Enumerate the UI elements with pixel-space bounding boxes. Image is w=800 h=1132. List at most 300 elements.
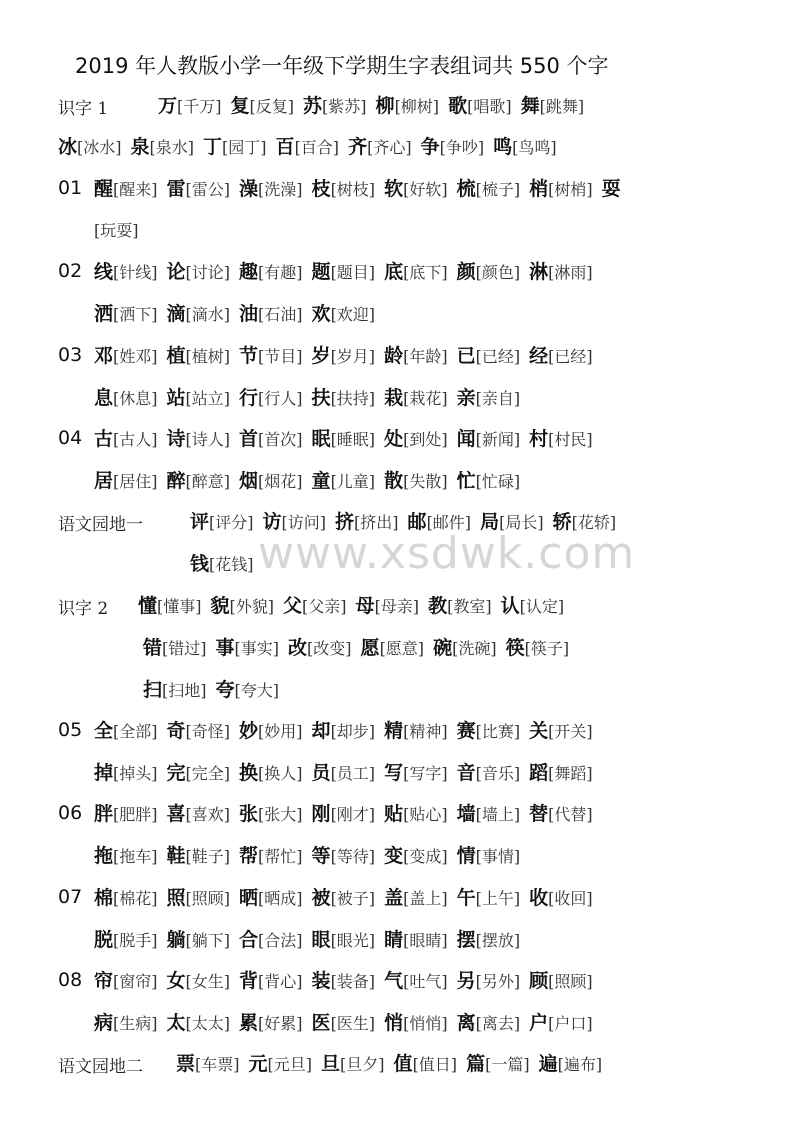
word-line xyxy=(94,926,529,954)
word-line xyxy=(58,133,566,161)
compound-word: [邮件] xyxy=(426,512,472,532)
word-entry xyxy=(239,300,303,329)
compound-word: [女生] xyxy=(185,971,231,991)
word-entry xyxy=(529,342,593,371)
compound-word: [贴心] xyxy=(403,804,448,824)
compound-word: [反复] xyxy=(249,96,295,116)
word-entry xyxy=(457,342,521,371)
word-entry xyxy=(239,425,303,454)
word-entry xyxy=(466,1050,530,1079)
word-entry xyxy=(94,467,158,496)
character: 墙 xyxy=(456,802,476,825)
compound-word: [争吵] xyxy=(439,137,485,157)
character: 油 xyxy=(239,302,259,325)
section-label: 05 xyxy=(58,719,83,741)
compound-word: [题目] xyxy=(330,262,376,282)
character: 邓 xyxy=(94,344,114,367)
compound-word: [太太] xyxy=(185,1013,231,1033)
character: 顾 xyxy=(529,969,549,992)
compound-word: [栽花] xyxy=(403,388,448,408)
word-entry xyxy=(428,592,492,621)
word-entry xyxy=(312,258,376,287)
character: 遍 xyxy=(538,1052,558,1075)
compound-word: [扫地] xyxy=(162,680,207,700)
word-entry xyxy=(276,133,340,162)
compound-word: [亲自] xyxy=(475,388,521,408)
character: 已 xyxy=(456,344,476,367)
word-entry xyxy=(138,592,202,621)
character: 醉 xyxy=(166,469,186,492)
compound-word: [改变] xyxy=(307,638,352,658)
character: 扶 xyxy=(311,386,331,409)
compound-word: [醉意] xyxy=(185,471,231,491)
word-entry xyxy=(167,967,231,996)
character: 争 xyxy=(420,135,440,158)
compound-word: [照顾] xyxy=(185,888,231,908)
word-entry xyxy=(94,217,139,245)
word-entry xyxy=(94,175,158,204)
section-label: 04 xyxy=(58,427,83,449)
character: 首 xyxy=(239,427,259,450)
compound-word: [母亲] xyxy=(374,596,420,616)
word-entry xyxy=(312,884,376,913)
compound-word: [墙上] xyxy=(475,804,521,824)
character: 奇 xyxy=(166,719,186,742)
character: 事 xyxy=(215,636,235,659)
compound-word: [掉头] xyxy=(113,763,158,783)
character: 值 xyxy=(393,1052,413,1075)
character: 居 xyxy=(94,469,114,492)
word-entry xyxy=(312,175,376,204)
word-entry xyxy=(263,508,327,537)
word-entry xyxy=(480,508,544,537)
word-entry xyxy=(239,842,303,871)
section-label: 识字 2 xyxy=(58,599,109,619)
character: 完 xyxy=(166,761,186,784)
word-line xyxy=(94,217,148,245)
word-entry xyxy=(94,759,158,788)
character: 掉 xyxy=(94,761,114,784)
compound-word: [等待] xyxy=(330,846,376,866)
word-entry xyxy=(376,92,440,121)
character: 雷 xyxy=(166,177,186,200)
character: 女 xyxy=(166,969,186,992)
word-entry xyxy=(312,717,376,746)
word-entry xyxy=(94,842,158,871)
word-entry xyxy=(493,133,557,162)
word-entry xyxy=(94,967,158,996)
word-entry xyxy=(384,842,448,871)
word-entry xyxy=(312,842,376,871)
compound-word: [欢迎] xyxy=(330,304,376,324)
word-entry xyxy=(167,467,231,496)
compound-word: [全部] xyxy=(113,721,158,741)
character: 洒 xyxy=(94,302,114,325)
character: 碗 xyxy=(433,636,453,659)
character: 懂 xyxy=(138,594,158,617)
word-entry xyxy=(457,425,521,454)
word-entry xyxy=(216,676,280,705)
character: 错 xyxy=(143,636,163,659)
word-line xyxy=(94,425,602,453)
word-entry xyxy=(167,717,231,746)
character: 线 xyxy=(94,260,114,283)
word-entry xyxy=(94,884,158,913)
word-entry xyxy=(312,1009,376,1038)
character: 钱 xyxy=(190,552,210,575)
word-entry xyxy=(239,384,303,413)
section-label: 02 xyxy=(58,260,83,282)
character: 赛 xyxy=(456,719,476,742)
compound-word: [忙碌] xyxy=(475,471,521,491)
word-entry xyxy=(384,967,448,996)
character: 题 xyxy=(311,260,331,283)
character: 趣 xyxy=(239,260,259,283)
character: 局 xyxy=(480,510,500,533)
word-entry xyxy=(167,342,231,371)
compound-word: [已经] xyxy=(548,346,593,366)
character: 万 xyxy=(158,94,178,117)
compound-word: [拖车] xyxy=(113,846,158,866)
word-entry xyxy=(94,342,158,371)
character: 病 xyxy=(94,1011,114,1034)
word-entry xyxy=(529,800,593,829)
character: 改 xyxy=(288,636,308,659)
character: 岁 xyxy=(311,344,331,367)
compound-word: [园丁] xyxy=(222,137,267,157)
word-line xyxy=(94,967,602,995)
compound-word: [泉水] xyxy=(149,137,195,157)
word-entry xyxy=(167,175,231,204)
word-entry xyxy=(348,133,412,162)
character: 眼 xyxy=(311,928,331,951)
word-entry xyxy=(529,884,593,913)
character: 太 xyxy=(166,1011,186,1034)
compound-word: [窗帘] xyxy=(113,971,158,991)
word-entry xyxy=(94,1009,158,1038)
word-line xyxy=(94,300,384,328)
word-entry xyxy=(529,717,593,746)
section-label: 08 xyxy=(58,969,83,991)
character: 另 xyxy=(456,969,476,992)
character: 亲 xyxy=(456,386,476,409)
compound-word: [旦夕] xyxy=(340,1054,385,1074)
compound-word: [诗人] xyxy=(185,429,231,449)
word-entry xyxy=(457,717,521,746)
compound-word: [梳子] xyxy=(475,179,521,199)
character: 愿 xyxy=(360,636,380,659)
word-entry xyxy=(457,467,521,496)
compound-word: [洒下] xyxy=(113,304,158,324)
character: 枝 xyxy=(311,177,331,200)
character: 邮 xyxy=(407,510,427,533)
word-entry xyxy=(249,1050,313,1079)
word-entry xyxy=(529,425,593,454)
compound-word: [针线] xyxy=(113,262,158,282)
character: 全 xyxy=(94,719,114,742)
compound-word: [行人] xyxy=(258,388,303,408)
character: 站 xyxy=(166,386,186,409)
word-entry xyxy=(384,1009,448,1038)
word-entry xyxy=(448,92,512,121)
character: 论 xyxy=(166,260,186,283)
character: 精 xyxy=(384,719,404,742)
character: 教 xyxy=(428,594,448,617)
compound-word: [离去] xyxy=(475,1013,521,1033)
word-entry xyxy=(384,926,448,955)
character: 晒 xyxy=(239,886,259,909)
character: 合 xyxy=(239,928,259,951)
word-entry xyxy=(312,467,376,496)
character: 貌 xyxy=(210,594,230,617)
word-entry xyxy=(457,384,521,413)
word-entry xyxy=(457,842,521,871)
word-entry xyxy=(283,592,347,621)
character: 澡 xyxy=(239,177,259,200)
word-line xyxy=(94,717,602,745)
compound-word: [盖上] xyxy=(403,888,448,908)
character: 父 xyxy=(283,594,303,617)
character: 旦 xyxy=(321,1052,341,1075)
word-entry xyxy=(167,384,231,413)
word-entry xyxy=(216,634,280,663)
word-entry xyxy=(288,634,352,663)
word-entry xyxy=(356,592,420,621)
character: 古 xyxy=(94,427,114,450)
character: 耍 xyxy=(601,177,621,200)
compound-word: [张大] xyxy=(258,804,303,824)
character: 复 xyxy=(230,94,250,117)
compound-word: [教室] xyxy=(447,596,492,616)
character: 梳 xyxy=(456,177,476,200)
character: 照 xyxy=(166,886,186,909)
word-line xyxy=(94,759,602,787)
compound-word: [鞋子] xyxy=(185,846,231,866)
character: 栽 xyxy=(384,386,404,409)
word-entry xyxy=(384,467,448,496)
character: 被 xyxy=(311,886,331,909)
character: 童 xyxy=(311,469,331,492)
word-entry xyxy=(384,800,448,829)
word-entry xyxy=(167,425,231,454)
character: 眠 xyxy=(311,427,331,450)
compound-word: [妙用] xyxy=(258,721,303,741)
character: 医 xyxy=(311,1011,331,1034)
compound-word: [冰水] xyxy=(77,137,122,157)
word-entry xyxy=(167,884,231,913)
compound-word: [首次] xyxy=(258,429,303,449)
compound-word: [躺下] xyxy=(185,930,231,950)
word-entry xyxy=(457,884,521,913)
word-entry xyxy=(94,258,158,287)
compound-word: [生病] xyxy=(113,1013,158,1033)
compound-word: [烟花] xyxy=(258,471,303,491)
character: 忙 xyxy=(456,469,476,492)
compound-word: [晒成] xyxy=(258,888,303,908)
compound-word: [棉花] xyxy=(113,888,158,908)
word-line xyxy=(94,467,529,495)
compound-word: [认定] xyxy=(519,596,565,616)
word-entry xyxy=(521,92,585,121)
compound-word: [淋雨] xyxy=(548,262,593,282)
word-entry xyxy=(361,634,425,663)
character: 烟 xyxy=(239,469,259,492)
compound-word: [失散] xyxy=(403,471,448,491)
compound-word: [懂事] xyxy=(157,596,202,616)
word-entry xyxy=(553,508,617,537)
compound-word: [摆放] xyxy=(475,930,521,950)
compound-word: [石油] xyxy=(258,304,303,324)
compound-word: [挤出] xyxy=(354,512,399,532)
compound-word: [好软] xyxy=(403,179,448,199)
word-entry xyxy=(239,759,303,788)
word-entry xyxy=(384,342,448,371)
compound-word: [站立] xyxy=(185,388,231,408)
compound-word: [舞蹈] xyxy=(548,763,593,783)
compound-word: [父亲] xyxy=(302,596,347,616)
character: 颜 xyxy=(456,260,476,283)
word-entry xyxy=(94,800,158,829)
word-entry xyxy=(94,300,158,329)
word-entry xyxy=(539,1050,603,1079)
character: 换 xyxy=(239,761,259,784)
character: 背 xyxy=(239,969,259,992)
word-entry xyxy=(239,342,303,371)
word-entry xyxy=(303,92,367,121)
word-entry xyxy=(167,842,231,871)
character: 收 xyxy=(529,886,549,909)
character: 百 xyxy=(275,135,295,158)
character: 息 xyxy=(94,386,114,409)
word-entry xyxy=(457,175,521,204)
word-entry xyxy=(190,508,254,537)
character: 喜 xyxy=(166,802,186,825)
character: 柳 xyxy=(375,94,395,117)
word-line xyxy=(190,508,625,536)
compound-word: [却步] xyxy=(330,721,376,741)
compound-word: [值日] xyxy=(412,1054,458,1074)
word-entry xyxy=(239,258,303,287)
word-entry xyxy=(602,175,621,204)
word-entry xyxy=(384,384,448,413)
character: 鸣 xyxy=(493,135,513,158)
compound-word: [好累] xyxy=(258,1013,303,1033)
word-entry xyxy=(394,1050,458,1079)
compound-word: [开关] xyxy=(548,721,593,741)
watermark: www.xsdwk.com xyxy=(258,528,636,579)
character: 棉 xyxy=(94,886,114,909)
character: 盖 xyxy=(384,886,404,909)
character: 替 xyxy=(529,802,549,825)
character: 帮 xyxy=(239,844,259,867)
character: 诗 xyxy=(166,427,186,450)
word-entry xyxy=(167,926,231,955)
character: 员 xyxy=(311,761,331,784)
word-entry xyxy=(457,967,521,996)
word-entry xyxy=(94,717,158,746)
character: 村 xyxy=(529,427,549,450)
word-entry xyxy=(167,759,231,788)
word-entry xyxy=(421,133,485,162)
compound-word: [新闻] xyxy=(475,429,521,449)
character: 蹈 xyxy=(529,761,549,784)
compound-word: [到处] xyxy=(403,429,448,449)
word-entry xyxy=(239,926,303,955)
word-entry xyxy=(529,258,593,287)
compound-word: [有趣] xyxy=(258,262,303,282)
word-line xyxy=(143,676,288,704)
compound-word: [背心] xyxy=(258,971,303,991)
character: 龄 xyxy=(384,344,404,367)
compound-word: [奇怪] xyxy=(185,721,231,741)
character: 鞋 xyxy=(166,844,186,867)
compound-word: [车票] xyxy=(195,1054,240,1074)
character: 摆 xyxy=(456,928,476,951)
character: 轿 xyxy=(552,510,572,533)
word-entry xyxy=(529,759,593,788)
compound-word: [帮忙] xyxy=(258,846,303,866)
compound-word: [悄悄] xyxy=(403,1013,448,1033)
character: 齐 xyxy=(348,135,368,158)
compound-word: [柳树] xyxy=(394,96,440,116)
compound-word: [医生] xyxy=(330,1013,376,1033)
compound-word: [局长] xyxy=(499,512,544,532)
word-entry xyxy=(143,676,207,705)
compound-word: [节目] xyxy=(258,346,303,366)
character: 扫 xyxy=(143,678,163,701)
word-entry xyxy=(94,425,158,454)
document-title: 2019 年人教版小学一年级下学期生字表组词共 550 个字 xyxy=(75,54,609,78)
word-entry xyxy=(239,175,303,204)
compound-word: [照顾] xyxy=(548,971,593,991)
character: 音 xyxy=(456,761,476,784)
word-entry xyxy=(312,759,376,788)
character: 淋 xyxy=(529,260,549,283)
character: 母 xyxy=(355,594,375,617)
word-line xyxy=(94,384,529,412)
character: 却 xyxy=(311,719,331,742)
compound-word: [花钱] xyxy=(209,554,254,574)
word-entry xyxy=(506,634,570,663)
character: 装 xyxy=(311,969,331,992)
word-entry xyxy=(312,425,376,454)
compound-word: [树枝] xyxy=(330,179,376,199)
compound-word: [换人] xyxy=(258,763,303,783)
word-entry xyxy=(529,967,593,996)
compound-word: [姓邓] xyxy=(113,346,158,366)
character: 行 xyxy=(239,386,259,409)
word-entry xyxy=(312,342,376,371)
word-entry xyxy=(312,300,376,329)
word-entry xyxy=(457,926,521,955)
section-label: 识字 1 xyxy=(58,99,109,119)
character: 帘 xyxy=(94,969,114,992)
character: 筷 xyxy=(505,636,525,659)
compound-word: [紫苏] xyxy=(322,96,367,116)
character: 累 xyxy=(239,1011,259,1034)
compound-word: [年龄] xyxy=(403,346,448,366)
compound-word: [儿童] xyxy=(330,471,376,491)
word-entry xyxy=(131,133,195,162)
word-line xyxy=(158,92,593,120)
word-entry xyxy=(239,467,303,496)
character: 处 xyxy=(384,427,404,450)
compound-word: [洗澡] xyxy=(258,179,303,199)
word-line xyxy=(94,175,630,203)
character: 冰 xyxy=(58,135,78,158)
word-entry xyxy=(408,508,472,537)
character: 刚 xyxy=(311,802,331,825)
